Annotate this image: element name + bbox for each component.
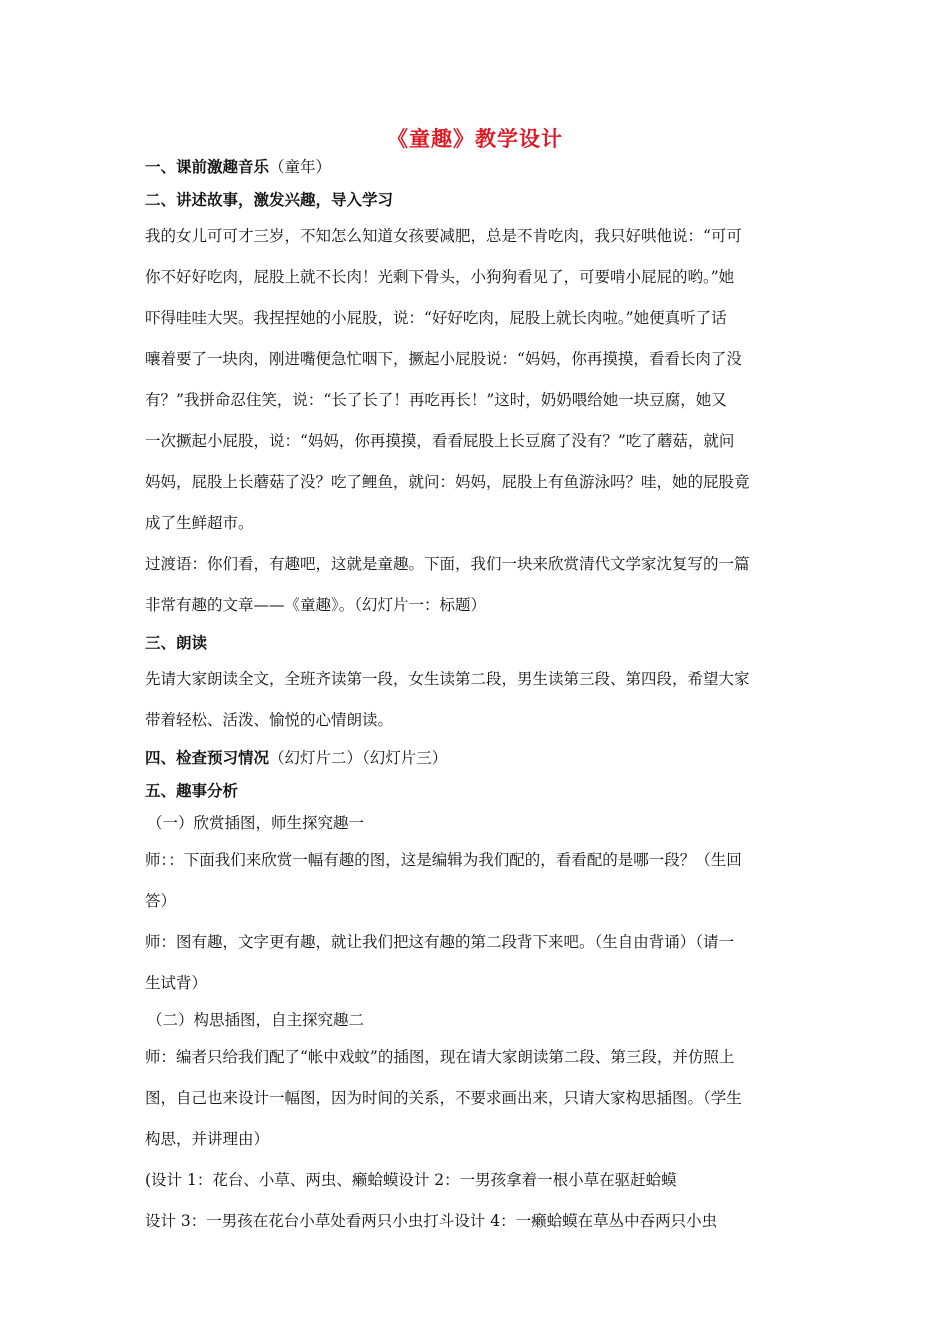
story-line: 一次撅起小屁股，说：“妈妈，你再摸摸，看看屁股上长豆腐了没有？”吃了蘑菇，就问 (145, 432, 735, 450)
part-1-line: 师：：下面我们来欣赏一幅有趣的图，这是编辑为我们配的，看看配的是哪一段？（生回 (145, 851, 742, 869)
transition-line: 过渡语：你们看，有趣吧，这就是童趣。下面，我们一块来欣赏清代文学家沈复写的一篇 (145, 555, 750, 573)
part-2-line: 师：编者只给我们配了“帐中戏蚊”的插图，现在请大家朗读第二段、第三段，并仿照上 (145, 1048, 735, 1066)
transition-line: 非常有趣的文章——《童趣》。（幻灯片一：标题） (145, 596, 487, 614)
part-1-line: 答） (145, 892, 177, 910)
part-1-title: （一）欣赏插图，师生探究趣一 (147, 814, 365, 832)
part-2-line: 构思，并讲理由） (145, 1130, 270, 1148)
design-line: (设计 1：花台、小草、两虫、癞蛤蟆设计 2：一男孩拿着一根小草在驱赶蛤蟆 (145, 1171, 677, 1189)
section-5-heading: 五、趣事分析 (145, 781, 239, 800)
section-1-title: 一、课前激趣音乐 (145, 157, 270, 176)
design-line: 设计 3：一男孩在花台小草处看两只小虫打斗设计 4：一癞蛤蟆在草丛中吞两只小虫 (145, 1212, 718, 1230)
story-line: 嚷着要了一块肉，刚进嘴便急忙咽下，撅起小屁股说：“妈妈，你再摸摸，看看长肉了没 (145, 350, 742, 368)
part-2-title: （二）构思插图，自主探究趣二 (147, 1011, 365, 1029)
story-line: 有？”我拼命忍住笑，说：“长了长了！再吃再长！”这时，奶奶喂给她一块豆腐，她又 (145, 391, 727, 409)
story-line: 成了生鲜超市。 (145, 514, 254, 532)
section-2-heading: 二、讲述故事，激发兴趣，导入学习 (145, 190, 394, 209)
document-body (145, 150, 810, 1242)
reading-line: 带着轻松、活泼、愉悦的心情朗读。 (145, 711, 394, 729)
section-3-heading: 三、朗读 (145, 633, 208, 652)
story-line: 妈妈，屁股上长蘑菇了没？吃了鲤鱼，就问：妈妈，屁股上有鱼游泳吗？哇，她的屁股竟 (145, 473, 750, 491)
section-4-title: 四、检查预习情况 (145, 748, 270, 767)
part-1-line: 师：图有趣，文字更有趣，就让我们把这有趣的第二段背下来吧。（生自由背诵）（请一 (145, 933, 735, 951)
story-line: 吓得哇哇大哭。我捏捏她的小屁股，说：“好好吃肉，屁股上就长肉啦。”她便真听了话 (145, 309, 727, 327)
reading-line: 先请大家朗读全文，全班齐读第一段，女生读第二段，男生读第三段、第四段，希望大家 (145, 670, 750, 688)
part-2-line: 图，自己也来设计一幅图，因为时间的关系，不要求画出来，只请大家构思插图。（学生 (145, 1089, 742, 1107)
section-1-heading (145, 150, 810, 183)
section-4-heading (145, 741, 810, 774)
part-1-line: 生试背） (145, 974, 208, 992)
section-1-note: （童年） (269, 158, 332, 176)
document-title: 《童趣》教学设计 (387, 126, 563, 151)
section-4-note: （幻灯片二）（幻灯片三） (269, 749, 448, 767)
story-line: 你不好好吃肉，屁股上就不长肉！光剩下骨头，小狗狗看见了，可要啃小屁屁的哟。”她 (145, 268, 735, 286)
story-line: 我的女儿可可才三岁，不知怎么知道女孩要减肥，总是不肯吃肉，我只好哄他说：“可可 (145, 227, 742, 245)
